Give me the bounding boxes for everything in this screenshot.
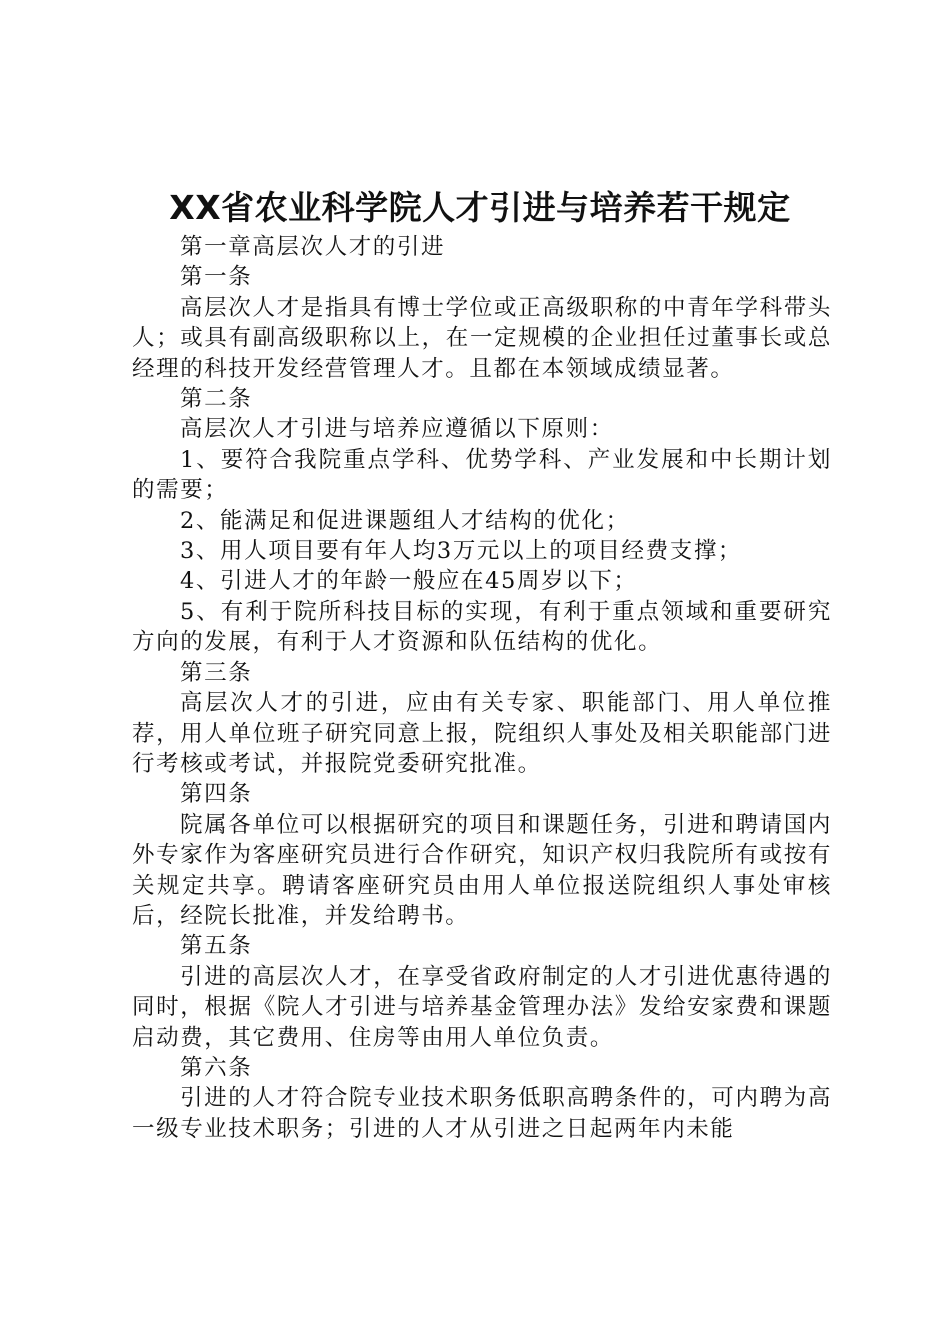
principle-item: 5、有利于院所科技目标的实现，有利于重点领域和重要研究方向的发展，有利于人才资源和队伍结构的优化。 [132, 598, 832, 656]
principle-item: 1、要符合我院重点学科、优势学科、产业发展和中长期计划的需要； [132, 446, 832, 504]
principle-item: 2、能满足和促进课题组人才结构的优化； [180, 507, 630, 534]
article-4-heading: 第四条 [180, 781, 253, 808]
document-title: XX省农业科学院人才引进与培养若干规定 [169, 188, 791, 227]
principle-item: 4、引进人才的年龄一般应在45周岁以下； [180, 568, 638, 595]
article-4-text: 院属各单位可以根据研究的项目和课题任务，引进和聘请国内外专家作为客座研究员进行合作研究，知识产权归我院所有或按有关规定共享。聘请客座研究员由用人单位报送院组织人事处审核后，经院长批准，并发给聘书。 [132, 811, 832, 929]
article-1-heading: 第一条 [180, 264, 253, 291]
chapter-heading: 第一章高层次人才的引进 [180, 234, 446, 260]
article-3-heading: 第三条 [180, 659, 253, 686]
article-2-intro: 高层次人才引进与培养应遵循以下原则： [180, 416, 614, 443]
document-body [132, 232, 832, 1144]
article-6-heading: 第六条 [180, 1054, 253, 1081]
article-6-text: 引进的人才符合院专业技术职务低职高聘条件的，可内聘为高一级专业技术职务；引进的人才从引进之日起两年内未能 [132, 1085, 832, 1142]
article-5-text: 引进的高层次人才，在享受省政府制定的人才引进优惠待遇的同时，根据《院人才引进与培养基金管理办法》发给安家费和课题启动费，其它费用、住房等由用人单位负责。 [132, 963, 832, 1051]
article-3-text: 高层次人才的引进，应由有关专家、职能部门、用人单位推荐，用人单位班子研究同意上报，院组织人事处及相关职能部门进行考核或考试，并报院党委研究批准。 [132, 690, 832, 777]
article-5-heading: 第五条 [180, 933, 253, 960]
article-2-heading: 第二条 [180, 386, 253, 413]
document-page [132, 186, 832, 1144]
article-1-text: 高层次人才是指具有博士学位或正高级职称的中青年学科带头人；或具有副高级职称以上，在一定规模的企业担任过董事长或总经理的科技开发经营管理人才。且都在本领域成绩显著。 [132, 294, 832, 382]
principle-item: 3、用人项目要有年人均3万元以上的项目经费支撑； [180, 538, 743, 565]
